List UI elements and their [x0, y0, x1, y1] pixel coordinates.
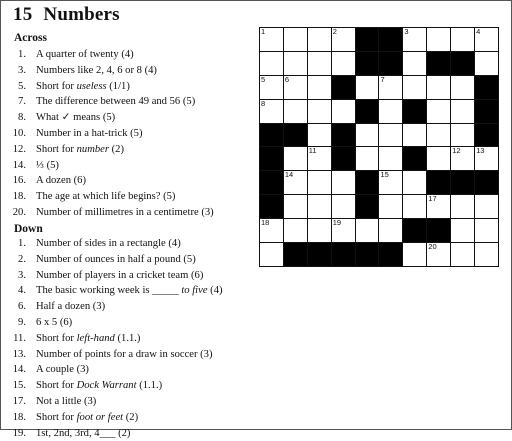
grid-cell[interactable]	[308, 52, 331, 75]
grid-cell[interactable]	[379, 76, 402, 99]
clue-text	[36, 79, 130, 95]
cell-number: 2	[332, 27, 337, 36]
puzzle-number: 15	[13, 4, 33, 25]
clue-number: 8.	[18, 112, 26, 124]
grid-cell[interactable]	[427, 124, 450, 147]
clue-number: 5.	[18, 80, 26, 92]
grid-cell[interactable]	[475, 147, 498, 170]
grid-cell-blocked	[475, 171, 498, 194]
down-clue	[12, 394, 257, 410]
clue-text	[36, 426, 130, 441]
down-clue	[12, 426, 257, 441]
clue-text	[36, 268, 203, 284]
grid-cell[interactable]	[356, 76, 379, 99]
grid-cell[interactable]	[451, 124, 474, 147]
clue-number: 17.	[12, 395, 26, 407]
grid-cell[interactable]	[356, 147, 379, 170]
puzzle-title: Numbers	[43, 4, 120, 25]
clue-number: 6.	[18, 301, 26, 313]
clue-text-main: Number of ounces in half a pound (5)	[36, 253, 196, 265]
grid-cell-blocked	[451, 171, 474, 194]
grid-cell-blocked	[403, 219, 426, 242]
grid-cell-blocked	[427, 52, 450, 75]
clue-number: 18.	[12, 191, 26, 203]
grid-cell-blocked	[332, 147, 355, 170]
grid-cell-blocked	[379, 52, 402, 75]
grid-cell[interactable]	[308, 219, 331, 242]
grid-cell[interactable]	[284, 171, 307, 194]
clue-text	[36, 205, 214, 221]
cell-number: 19	[332, 218, 342, 228]
cell-number: 18	[261, 218, 270, 228]
grid-cell-blocked	[332, 243, 355, 266]
across-clue	[12, 142, 257, 158]
across-clue	[12, 158, 257, 174]
grid-cell[interactable]	[260, 219, 283, 242]
down-clue	[12, 299, 257, 315]
clue-text-main: Short for	[36, 143, 77, 155]
across-clue	[12, 205, 257, 221]
grid-cell-blocked	[332, 124, 355, 147]
clue-text-main: Short for	[36, 332, 77, 344]
clue-text-italic: useless	[76, 80, 107, 92]
grid-cell[interactable]	[451, 243, 474, 266]
grid-cell[interactable]	[427, 28, 450, 51]
across-clue	[12, 110, 257, 126]
down-clue	[12, 347, 257, 363]
grid-cell[interactable]	[475, 243, 498, 266]
grid-cell[interactable]	[308, 28, 331, 51]
grid-cell-blocked	[260, 124, 283, 147]
grid-cell-blocked	[427, 219, 450, 242]
clue-number: 14.	[12, 159, 26, 171]
grid-cell-blocked	[260, 195, 283, 218]
grid-cell[interactable]	[284, 195, 307, 218]
cell-number: 20	[428, 242, 437, 252]
clue-text-main: The age at which life begins? (5)	[36, 191, 176, 203]
cell-number: 7	[380, 74, 385, 84]
down-clue	[12, 252, 257, 268]
clue-text	[36, 158, 59, 174]
grid-cell[interactable]	[332, 171, 355, 194]
grid-cell[interactable]	[379, 171, 402, 194]
grid-cell[interactable]	[379, 100, 402, 123]
cell-number: 11	[308, 146, 317, 156]
clue-text-main: What ✓ means (5)	[36, 112, 116, 124]
page-title	[13, 4, 120, 26]
grid-cell[interactable]	[451, 147, 474, 170]
grid-cell[interactable]	[379, 124, 402, 147]
clue-number: 3.	[18, 269, 26, 281]
clue-text-main: The difference between 49 and 56 (5)	[36, 96, 196, 108]
grid-cell-blocked	[475, 100, 498, 123]
grid-cell-blocked	[284, 124, 307, 147]
grid-cell[interactable]	[427, 195, 450, 218]
clue-text-italic: foot or feet	[76, 411, 124, 423]
clue-number: 16.	[12, 175, 26, 187]
clue-number: 2.	[18, 253, 26, 265]
down-clue	[12, 362, 257, 378]
grid-cell[interactable]	[427, 100, 450, 123]
clue-text-suffix: (4)	[207, 285, 223, 297]
grid-cell-blocked	[356, 195, 379, 218]
grid-cell-blocked	[403, 147, 426, 170]
grid-cell[interactable]	[451, 100, 474, 123]
grid-cell-blocked	[332, 76, 355, 99]
across-clue	[12, 173, 257, 189]
grid-cell[interactable]	[308, 76, 331, 99]
grid-cell-blocked	[427, 171, 450, 194]
clue-number: 19.	[12, 427, 26, 439]
cell-number: 13	[476, 146, 485, 156]
clue-number: 1.	[18, 49, 26, 60]
grid-cell[interactable]	[451, 195, 474, 218]
grid-cell-blocked	[403, 100, 426, 123]
grid-cell[interactable]	[403, 124, 426, 147]
across-clue-list	[12, 47, 257, 221]
grid-cell[interactable]	[332, 28, 355, 51]
grid-cell[interactable]	[403, 243, 426, 266]
clue-number: 13.	[12, 348, 26, 360]
grid-cell[interactable]	[451, 219, 474, 242]
clue-text	[36, 331, 140, 347]
clue-text-main: Number of sides in a rectangle (4)	[36, 238, 181, 249]
clue-text-main: A dozen (6)	[36, 175, 87, 187]
clue-number: 1.	[18, 238, 26, 249]
clue-text	[36, 94, 195, 110]
cell-number: 8	[261, 98, 266, 108]
grid-cell-blocked	[356, 28, 379, 51]
crossword-grid	[259, 27, 499, 267]
clue-text-main: Not a little (3)	[36, 395, 97, 407]
clue-text-main: Number in a hat-trick (5)	[36, 127, 143, 139]
clue-text-suffix: (1.1.)	[114, 332, 141, 344]
cell-number: 17	[428, 194, 437, 204]
grid-cell[interactable]	[379, 195, 402, 218]
clue-text-italic: number	[76, 143, 109, 155]
clue-number: 3.	[18, 64, 26, 76]
clue-text-italic: Dock Warrant	[76, 380, 137, 392]
clue-text	[36, 394, 96, 410]
clue-number: 20.	[12, 206, 26, 218]
clue-text	[36, 126, 143, 142]
grid-cell[interactable]	[451, 28, 474, 51]
grid-cell[interactable]	[475, 28, 498, 51]
clue-number: 7.	[18, 96, 26, 108]
clue-text-suffix: (1/1)	[106, 80, 130, 92]
cell-number: 1	[261, 27, 266, 36]
clue-text	[36, 47, 134, 63]
clue-number: 12.	[12, 143, 26, 155]
grid-cell[interactable]	[308, 171, 331, 194]
down-clue-list	[12, 236, 257, 441]
clue-text-main: A couple (3)	[36, 364, 89, 376]
clue-number: 18.	[12, 411, 26, 423]
grid-cell[interactable]	[427, 76, 450, 99]
clue-text-main: Short for	[36, 380, 77, 392]
grid-cell[interactable]	[403, 52, 426, 75]
grid-cell[interactable]	[475, 52, 498, 75]
clue-text-main: Short for	[36, 411, 77, 423]
grid-cell[interactable]	[356, 219, 379, 242]
down-clue	[12, 410, 257, 426]
grid-cell[interactable]	[284, 219, 307, 242]
grid-cell[interactable]	[475, 195, 498, 218]
grid-cell-blocked	[260, 147, 283, 170]
down-clue	[12, 315, 257, 331]
grid-cell[interactable]	[356, 124, 379, 147]
grid-cell[interactable]	[308, 124, 331, 147]
clue-text-main: 6 x 5 (6)	[36, 316, 73, 328]
grid-cell-blocked	[356, 171, 379, 194]
clue-number: 10.	[12, 127, 26, 139]
grid-cell[interactable]	[403, 28, 426, 51]
across-clue	[12, 94, 257, 110]
down-clue	[12, 378, 257, 394]
cell-number: 14	[284, 170, 294, 180]
clue-text-main: Number of players in a cricket team (6)	[36, 269, 204, 281]
grid-cell-blocked	[356, 52, 379, 75]
clue-text	[36, 173, 86, 189]
clue-number: 9.	[18, 316, 26, 328]
grid-cell[interactable]	[260, 52, 283, 75]
down-clue	[12, 268, 257, 284]
across-heading: Across	[14, 32, 48, 44]
clue-text	[36, 283, 223, 299]
clue-text-main: Short for	[36, 80, 77, 92]
across-clue	[12, 126, 257, 142]
across-clue	[12, 63, 257, 79]
clue-text-main: Number of points for a draw in soccer (3)	[36, 348, 213, 360]
clue-text	[36, 189, 175, 205]
grid-cell[interactable]	[451, 76, 474, 99]
clue-text	[36, 299, 105, 315]
grid-cell-blocked	[379, 28, 402, 51]
clue-number: 11.	[13, 332, 26, 344]
clue-text-italic: left-hand	[76, 332, 115, 344]
grid-cell[interactable]	[284, 52, 307, 75]
cell-number: 6	[284, 74, 290, 84]
grid-cell[interactable]	[260, 243, 283, 266]
grid-cell[interactable]	[260, 28, 283, 51]
clue-text	[36, 362, 89, 378]
down-clue	[12, 283, 257, 299]
grid-cell[interactable]	[284, 28, 307, 51]
grid-cell[interactable]	[260, 100, 283, 123]
cell-number: 5	[261, 74, 266, 84]
clue-text	[36, 410, 138, 426]
across-clue	[12, 47, 257, 63]
grid-cell[interactable]	[308, 195, 331, 218]
grid-cell-blocked	[475, 124, 498, 147]
clue-text-main: A quarter of twenty (4)	[36, 49, 134, 60]
grid-cell[interactable]	[332, 219, 355, 242]
grid-cell[interactable]	[308, 147, 331, 170]
grid-cell[interactable]	[403, 195, 426, 218]
clue-text-main: Number of millimetres in a centimetre (3)	[36, 206, 214, 218]
grid-cell[interactable]	[284, 100, 307, 123]
grid-cell[interactable]	[427, 147, 450, 170]
clue-number: 15.	[12, 380, 26, 392]
clue-text-main: ⅓ (5)	[36, 159, 59, 171]
clue-text-suffix: (2)	[108, 143, 124, 155]
clue-text	[36, 142, 124, 158]
grid-cell[interactable]	[260, 76, 283, 99]
grid-cell[interactable]	[403, 171, 426, 194]
grid-cell-blocked	[475, 76, 498, 99]
grid-cell[interactable]	[379, 219, 402, 242]
across-clue	[12, 79, 257, 95]
clue-text	[36, 63, 157, 79]
grid-cell-blocked	[260, 171, 283, 194]
grid-cell[interactable]	[427, 243, 450, 266]
grid-cell[interactable]	[379, 147, 402, 170]
clue-text-suffix: (2)	[123, 411, 139, 423]
clue-text-main: The basic working week is _____	[36, 285, 182, 297]
clue-text-main: 1st, 2nd, 3rd, 4___ (2)	[36, 427, 131, 439]
down-clue	[12, 236, 257, 252]
clue-text	[36, 110, 115, 126]
cell-number: 4	[476, 27, 481, 36]
clue-text-main: Numbers like 2, 4, 6 or 8 (4)	[36, 64, 157, 76]
grid-cell[interactable]	[284, 76, 307, 99]
clue-text	[36, 236, 181, 252]
clue-text	[36, 315, 72, 331]
grid-cell[interactable]	[332, 100, 355, 123]
down-heading: Down	[14, 223, 43, 235]
grid-cell-blocked	[356, 100, 379, 123]
grid-cell-blocked	[284, 243, 307, 266]
clue-number: 4.	[18, 285, 26, 297]
cell-number: 15	[380, 170, 389, 180]
grid-cell-blocked	[308, 243, 331, 266]
clue-text-main: Half a dozen (3)	[36, 301, 106, 313]
clue-text-suffix: (1.1.)	[136, 380, 163, 392]
grid-cell-blocked	[379, 243, 402, 266]
clue-number: 14.	[12, 364, 26, 376]
clue-text	[36, 252, 196, 268]
cell-number: 3	[404, 27, 409, 36]
grid-cell[interactable]	[284, 147, 307, 170]
grid-cell[interactable]	[332, 195, 355, 218]
grid-cell[interactable]	[403, 76, 426, 99]
down-clue	[12, 331, 257, 347]
grid-cell-blocked	[356, 243, 379, 266]
grid-cell[interactable]	[475, 219, 498, 242]
grid-cell[interactable]	[308, 100, 331, 123]
cell-number: 12	[452, 146, 461, 156]
clue-text	[36, 347, 213, 363]
clue-text-italic: to five	[181, 285, 208, 297]
clue-text	[36, 378, 162, 394]
grid-cell[interactable]	[332, 52, 355, 75]
across-clue	[12, 189, 257, 205]
grid-cell-blocked	[451, 52, 474, 75]
